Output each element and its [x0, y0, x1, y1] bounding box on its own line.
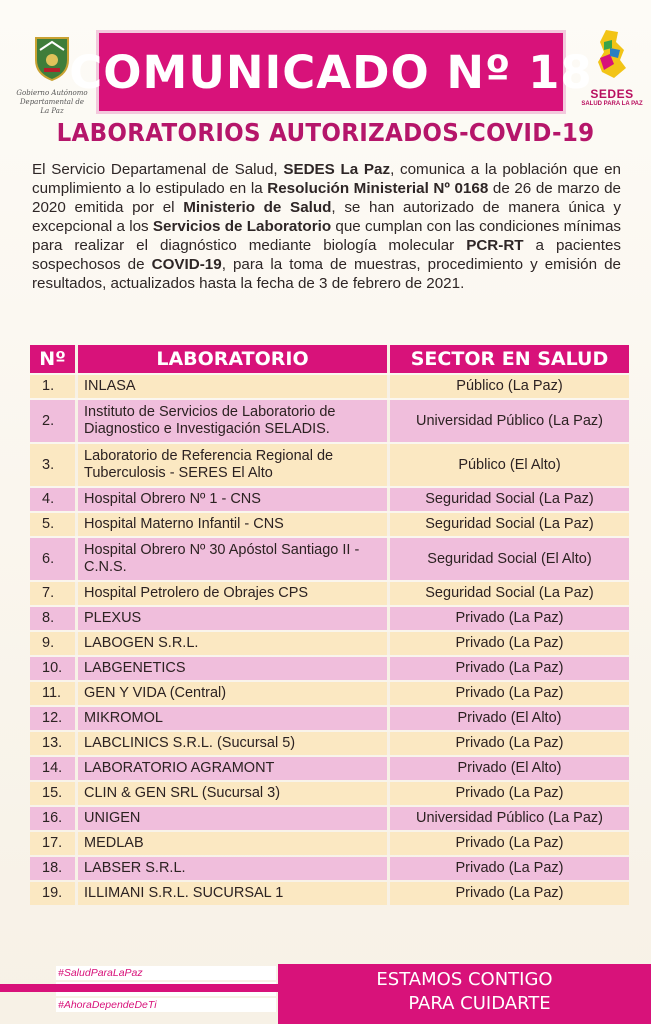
intro-bold: Ministerio de Salud — [183, 199, 332, 216]
cell-laboratory: CLIN & GEN SRL (Sucursal 3) — [78, 782, 390, 805]
footer-banner — [278, 964, 651, 1024]
table-row — [30, 607, 629, 630]
sedes-tagline: SALUD PARA LA PAZ — [581, 101, 643, 107]
table-row — [30, 632, 629, 655]
cell-laboratory: ILLIMANI S.R.L. SUCURSAL 1 — [78, 882, 390, 905]
table-row — [30, 400, 629, 442]
table-row — [30, 732, 629, 755]
table-row — [30, 782, 629, 805]
logo-caption: Gobierno Autónomo Departamental de La Paz — [16, 89, 88, 115]
cell-sector: Seguridad Social (La Paz) — [390, 513, 629, 536]
table-row — [30, 513, 629, 536]
cell-number: 2. — [30, 400, 78, 442]
cell-number: 12. — [30, 707, 78, 730]
cell-laboratory: LABCLINICS S.R.L. (Sucursal 5) — [78, 732, 390, 755]
cell-number: 7. — [30, 582, 78, 605]
table-row — [30, 807, 629, 830]
cell-sector: Privado (La Paz) — [390, 832, 629, 855]
cell-laboratory: Hospital Obrero Nº 1 - CNS — [78, 488, 390, 511]
cell-sector: Privado (La Paz) — [390, 632, 629, 655]
intro-bold: COVID-19 — [151, 256, 222, 273]
cell-laboratory: Hospital Obrero Nº 30 Apóstol Santiago II - C.N.S. — [78, 538, 390, 580]
cell-sector: Privado (La Paz) — [390, 782, 629, 805]
table-row — [30, 682, 629, 705]
cell-sector: Universidad Público (La Paz) — [390, 807, 629, 830]
footer-line-2: PARA CUIDARTE — [408, 993, 551, 1014]
cell-laboratory: GEN Y VIDA (Central) — [78, 682, 390, 705]
cell-sector: Público (La Paz) — [390, 375, 629, 398]
cell-number: 14. — [30, 757, 78, 780]
table-row — [30, 538, 629, 580]
cell-sector: Privado (La Paz) — [390, 682, 629, 705]
cell-sector: Privado (La Paz) — [390, 732, 629, 755]
cell-number: 18. — [30, 857, 78, 880]
footer-line-1: ESTAMOS CONTIGO — [376, 969, 553, 990]
table-row — [30, 657, 629, 680]
hashtag: #AhoraDependeDeTi — [56, 998, 276, 1012]
table-row — [30, 882, 629, 905]
cell-laboratory: Hospital Petrolero de Obrajes CPS — [78, 582, 390, 605]
cell-number: 4. — [30, 488, 78, 511]
cell-sector: Seguridad Social (La Paz) — [390, 582, 629, 605]
intro-paragraph — [32, 160, 621, 293]
cell-sector: Universidad Público (La Paz) — [390, 400, 629, 442]
cell-number: 8. — [30, 607, 78, 630]
page-title: COMUNICADO Nº 18 — [69, 45, 593, 99]
cell-laboratory: INLASA — [78, 375, 390, 398]
cell-number: 6. — [30, 538, 78, 580]
cell-laboratory: UNIGEN — [78, 807, 390, 830]
cell-sector: Privado (El Alto) — [390, 707, 629, 730]
intro-text: que cumplan con las condiciones mínimas para realizar el diagnóstico mediante biología molecular — [32, 218, 621, 254]
header-banner — [69, 30, 593, 114]
cell-laboratory: Hospital Materno Infantil - CNS — [78, 513, 390, 536]
sedes-logo — [580, 28, 644, 110]
intro-text: de 26 de marzo de 2020 emitida por el — [32, 180, 621, 216]
cell-laboratory: LABGENETICS — [78, 657, 390, 680]
table-row — [30, 375, 629, 398]
cell-number: 9. — [30, 632, 78, 655]
intro-text: a pacientes sospechosos de — [32, 237, 621, 273]
intro-text: , se han autorizado de manera única y excepcional a los — [32, 199, 621, 235]
intro-bold: Servicios de Laboratorio — [152, 218, 332, 235]
cell-sector: Seguridad Social (La Paz) — [390, 488, 629, 511]
cell-laboratory: Laboratorio de Referencia Regional de Tuberculosis - SERES El Alto — [78, 444, 390, 486]
table-body — [30, 375, 629, 905]
cell-number: 10. — [30, 657, 78, 680]
cell-number: 17. — [30, 832, 78, 855]
footer-strip — [0, 984, 280, 992]
cell-sector: Privado (La Paz) — [390, 657, 629, 680]
cell-sector: Privado (La Paz) — [390, 607, 629, 630]
cell-number: 13. — [30, 732, 78, 755]
hashtag: #SaludParaLaPaz — [56, 966, 276, 980]
column-header-sector: SECTOR EN SALUD — [390, 345, 629, 373]
table-row — [30, 832, 629, 855]
intro-text: , comunica a la población que en cumplimiento a lo estipulado en la — [32, 161, 621, 197]
cell-sector: Privado (La Paz) — [390, 882, 629, 905]
table-header-row — [30, 345, 629, 373]
cell-number: 11. — [30, 682, 78, 705]
cell-laboratory: Instituto de Servicios de Laboratorio de Diagnostico e Investigación SELADIS. — [78, 400, 390, 442]
cell-laboratory: MEDLAB — [78, 832, 390, 855]
cell-sector: Seguridad Social (El Alto) — [390, 538, 629, 580]
cell-laboratory: LABORATORIO AGRAMONT — [78, 757, 390, 780]
cell-number: 15. — [30, 782, 78, 805]
intro-bold: SEDES La Paz — [283, 161, 391, 178]
cell-laboratory: LABOGEN S.R.L. — [78, 632, 390, 655]
subtitle: LABORATORIOS AUTORIZADOS-COVID-19 — [56, 118, 595, 147]
cell-laboratory: LABSER S.R.L. — [78, 857, 390, 880]
column-header-laboratory: LABORATORIO — [78, 345, 390, 373]
table-row — [30, 488, 629, 511]
table-row — [30, 857, 629, 880]
cell-laboratory: PLEXUS — [78, 607, 390, 630]
cell-number: 3. — [30, 444, 78, 486]
la-paz-map-icon — [592, 28, 632, 80]
cell-laboratory: MIKROMOL — [78, 707, 390, 730]
intro-bold: Resolución Ministerial Nº 0168 — [267, 180, 489, 197]
cell-number: 5. — [30, 513, 78, 536]
cell-number: 16. — [30, 807, 78, 830]
laboratories-table — [30, 343, 629, 907]
column-header-number: Nº — [30, 345, 78, 373]
intro-text: , para la toma de muestras, procedimiento y emisión de resultados, actualizados hasta la fecha de 3 de febrero de 2021. — [32, 256, 622, 292]
table-row — [30, 707, 629, 730]
table-row — [30, 444, 629, 486]
cell-number: 19. — [30, 882, 78, 905]
sedes-brand: SEDES — [590, 87, 634, 101]
cell-sector: Público (El Alto) — [390, 444, 629, 486]
intro-bold: PCR-RT — [466, 237, 524, 254]
intro-text: El Servicio Departamenal de Salud, — [32, 161, 284, 178]
cell-number: 1. — [30, 375, 78, 398]
table-row — [30, 582, 629, 605]
coat-of-arms-icon — [32, 34, 72, 82]
table-row — [30, 757, 629, 780]
cell-sector: Privado (La Paz) — [390, 857, 629, 880]
cell-sector: Privado (El Alto) — [390, 757, 629, 780]
